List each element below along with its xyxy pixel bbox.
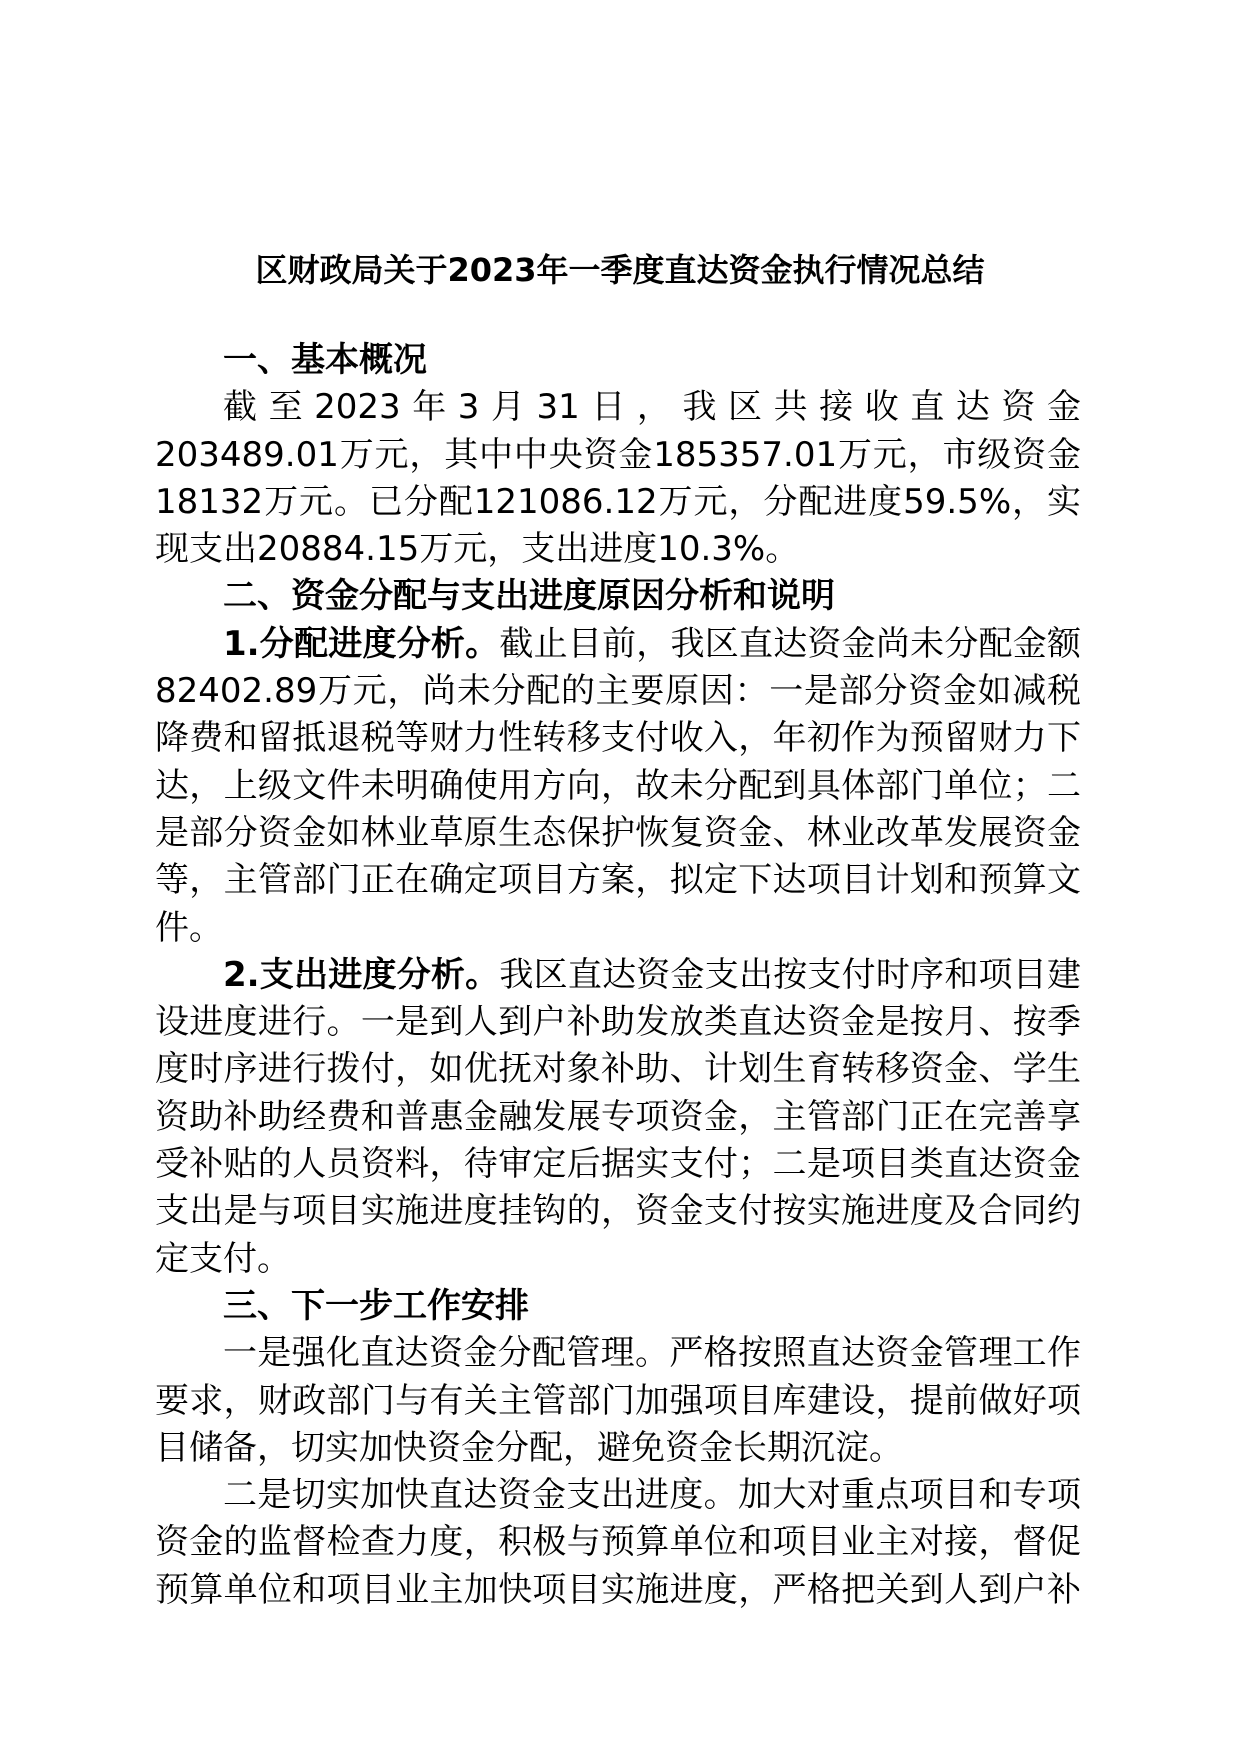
paragraph-overview xyxy=(155,384,1081,573)
paragraph-lead: 2.支出进度分析。 xyxy=(223,954,500,995)
paragraph-text: 我区直达资金支出按支付时序和项目建 xyxy=(499,954,1081,995)
paragraph-expenditure-analysis xyxy=(155,952,1081,1283)
document-title: 区财政局关于2023年一季度直达资金执行情况总结 xyxy=(255,251,985,289)
paragraph-line: 要求，财政部门与有关主管部门加强项目库建设，提前做好项 xyxy=(155,1380,1081,1421)
paragraph-line: 设进度进行。一是到人到户补助发放类直达资金是按月、按季 xyxy=(155,1002,1081,1043)
paragraph-line xyxy=(155,952,1081,999)
paragraph-line: 目储备，切实加快资金分配，避免资金长期沉淀。 xyxy=(155,1427,903,1468)
paragraph-lead: 1.分配进度分析。 xyxy=(223,623,500,664)
paragraph-line: 度时序进行拨付，如优抚对象补助、计划生育转移资金、学生 xyxy=(155,1049,1081,1090)
paragraph-line: 预算单位和项目业主加快项目实施进度，严格把关到人到户补 xyxy=(155,1569,1081,1610)
section-heading-3: 三、下一步工作安排 xyxy=(223,1285,529,1326)
paragraph-allocation-analysis xyxy=(155,621,1081,952)
paragraph-next-step-2 xyxy=(155,1472,1081,1614)
paragraph-text: 截止目前，我区直达资金尚未分配金额 xyxy=(499,623,1081,664)
paragraph-line: 支出是与项目实施进度挂钩的，资金支付按实施进度及合同约 xyxy=(155,1191,1081,1232)
paragraph-line: 203489.01万元，其中中央资金185357.01万元，市级资金 xyxy=(155,434,1081,475)
paragraph-line: 现支出20884.15万元，支出进度10.3%。 xyxy=(155,529,800,570)
paragraph-line: 82402.89万元，尚未分配的主要原因：一是部分资金如减税 xyxy=(155,671,1081,712)
paragraph-line: 等，主管部门正在确定项目方案，拟定下达项目计划和预算文 xyxy=(155,860,1081,901)
paragraph-line: 达，上级文件未明确使用方向，故未分配到具体部门单位；二 xyxy=(155,765,1081,806)
section-heading-2: 二、资金分配与支出进度原因分析和说明 xyxy=(223,576,835,617)
paragraph-line: 二是切实加快直达资金支出进度。加大对重点项目和专项 xyxy=(223,1475,1081,1516)
paragraph-line: 降费和留抵退税等财力性转移支付收入，年初作为预留财力下 xyxy=(155,718,1081,759)
paragraph-line: 受补贴的人员资料，待审定后据实支付；二是项目类直达资金 xyxy=(155,1144,1081,1185)
paragraph-line: 一是强化直达资金分配管理。严格按照直达资金管理工作 xyxy=(223,1333,1081,1374)
paragraph-line xyxy=(155,621,1081,668)
paragraph-line: 是部分资金如林业草原生态保护恢复资金、林业改革发展资金 xyxy=(155,812,1081,853)
paragraph-line: 18132万元。已分配121086.12万元，分配进度59.5%，实 xyxy=(155,481,1081,522)
paragraph-line: 截至2023年3月31日，我区共接收直达资金 xyxy=(223,387,1081,428)
paragraph-line: 定支付。 xyxy=(155,1238,291,1279)
paragraph-line: 资助补助经费和普惠金融发展专项资金，主管部门正在完善享 xyxy=(155,1096,1081,1137)
paragraph-next-step-1 xyxy=(155,1330,1081,1472)
section-heading-1: 一、基本概况 xyxy=(223,340,427,380)
document-body xyxy=(155,337,1081,1614)
paragraph-line: 资金的监督检查力度，积极与预算单位和项目业主对接，督促 xyxy=(155,1522,1081,1563)
paragraph-line: 件。 xyxy=(155,907,223,948)
